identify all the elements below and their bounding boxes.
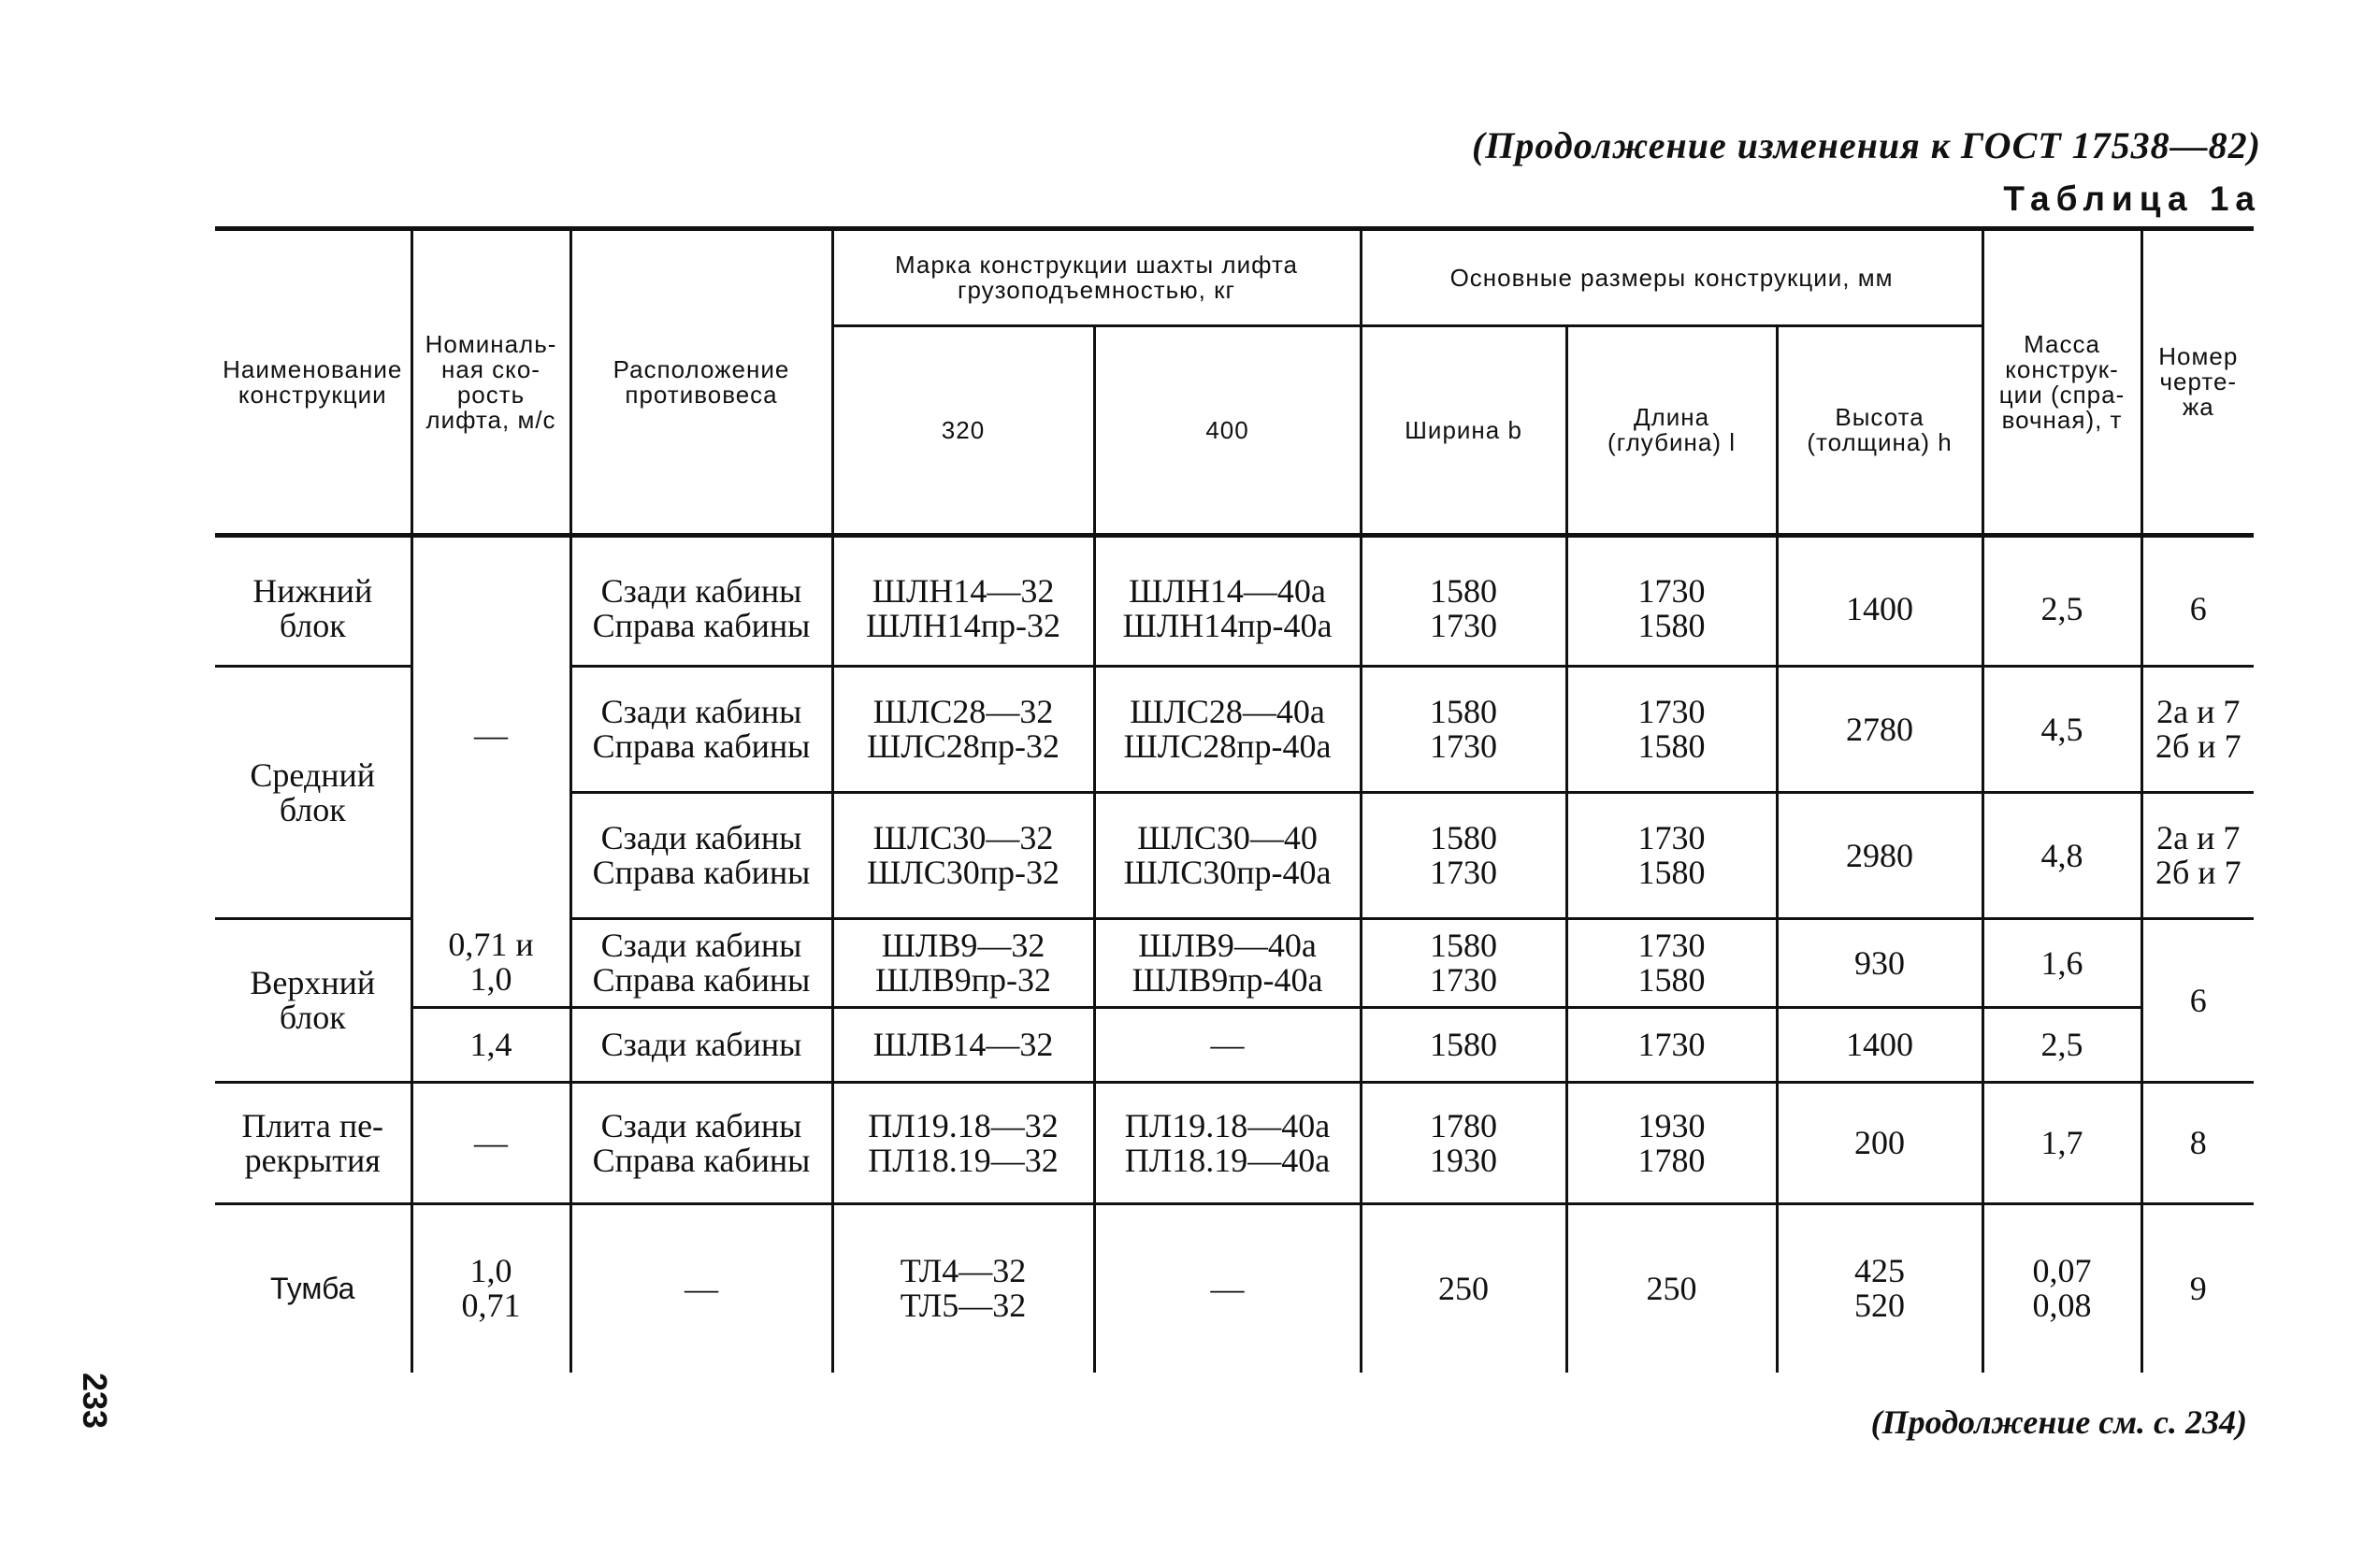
row-drawing: 8 (2141, 1083, 2254, 1204)
row-speed: — (411, 1083, 570, 1204)
row-height: 2780 (1777, 667, 1982, 793)
row-mass: 4,8 (1982, 793, 2141, 919)
col-header-width: Ширина b (1361, 326, 1566, 536)
row-width: 1580 1730 (1361, 919, 1566, 1008)
row-speed: — (411, 536, 570, 919)
row-length: 1930 1780 (1566, 1083, 1777, 1204)
row-height: 2980 (1777, 793, 1982, 919)
col-header-drawing: Номер черте-жа (2141, 229, 2254, 536)
row-height: 1400 (1777, 536, 1982, 667)
row-mark-320: ШЛС28—32 ШЛС28пр-32 (832, 667, 1094, 793)
col-header-name: Наименование конструкции (215, 229, 411, 536)
row-name: Тумба (215, 1204, 411, 1373)
row-location: — (570, 1204, 832, 1373)
row-name: Средний блок (215, 667, 411, 919)
row-mark-400: ПЛ19.18—40а ПЛ18.19—40а (1094, 1083, 1361, 1204)
row-mass: 1,7 (1982, 1083, 2141, 1204)
row-location: Сзади кабины Справа кабины (570, 667, 832, 793)
col-header-mark-320: 320 (832, 326, 1094, 536)
row-mark-320: ПЛ19.18—32 ПЛ18.19—32 (832, 1083, 1094, 1204)
row-width: 1580 1730 (1361, 536, 1566, 667)
row-location: Сзади кабины Справа кабины (570, 919, 832, 1008)
row-name: Плита пе-рекрытия (215, 1083, 411, 1204)
row-location: Сзади кабины Справа кабины (570, 536, 832, 667)
row-length: 1730 (1566, 1008, 1777, 1083)
col-header-dims-group: Основные размеры конструкции, мм (1361, 229, 1982, 326)
table-caption: Таблица 1а (2003, 180, 2261, 218)
row-width: 250 (1361, 1204, 1566, 1373)
col-header-mass: Масса конструк-ции (спра-вочная), т (1982, 229, 2141, 536)
row-speed: 0,71 и 1,0 (411, 919, 570, 1008)
row-mark-400: — (1094, 1204, 1361, 1373)
row-length: 1730 1580 (1566, 793, 1777, 919)
row-mass: 0,07 0,08 (1982, 1204, 2141, 1373)
row-mark-400: ШЛВ9—40а ШЛВ9пр-40а (1094, 919, 1361, 1008)
row-location: Сзади кабины Справа кабины (570, 793, 832, 919)
row-length: 250 (1566, 1204, 1777, 1373)
row-drawing: 6 (2141, 536, 2254, 667)
col-header-speed: Номиналь-ная ско-рость лифта, м/с (411, 229, 570, 536)
row-drawing: 2а и 7 2б и 7 (2141, 667, 2254, 793)
row-mark-400: ШЛС30—40 ШЛС30пр-40а (1094, 793, 1361, 919)
row-mark-320: ШЛВ9—32 ШЛВ9пр-32 (832, 919, 1094, 1008)
row-speed: 1,4 (411, 1008, 570, 1083)
col-header-length: Длина (глубина) l (1566, 326, 1777, 536)
row-mark-320: ШЛВ14—32 (832, 1008, 1094, 1083)
row-drawing: 2а и 7 2б и 7 (2141, 793, 2254, 919)
specification-table (215, 226, 2254, 1373)
row-mark-320: ШЛН14—32 ШЛН14пр-32 (832, 536, 1094, 667)
row-width: 1580 (1361, 1008, 1566, 1083)
continuation-footer: (Продолжение см. с. 234) (1870, 1403, 2247, 1441)
row-mark-320: ТЛ4—32 ТЛ5—32 (832, 1204, 1094, 1373)
row-name: Верхний блок (215, 919, 411, 1083)
row-length: 1730 1580 (1566, 536, 1777, 667)
row-drawing: 6 (2141, 919, 2254, 1083)
row-mass: 1,6 (1982, 919, 2141, 1008)
row-mark-400: ШЛН14—40а ШЛН14пр-40а (1094, 536, 1361, 667)
page-number: 233 (76, 1373, 114, 1430)
row-drawing: 9 (2141, 1204, 2254, 1373)
row-mark-400: ШЛС28—40а ШЛС28пр-40а (1094, 667, 1361, 793)
col-header-mark-400: 400 (1094, 326, 1361, 536)
row-length: 1730 1580 (1566, 919, 1777, 1008)
row-width: 1580 1730 (1361, 667, 1566, 793)
row-mass: 2,5 (1982, 1008, 2141, 1083)
col-header-counterweight: Расположение противовеса (570, 229, 832, 536)
row-location: Сзади кабины (570, 1008, 832, 1083)
row-width: 1580 1730 (1361, 793, 1566, 919)
row-width: 1780 1930 (1361, 1083, 1566, 1204)
row-location: Сзади кабины Справа кабины (570, 1083, 832, 1204)
row-height: 200 (1777, 1083, 1982, 1204)
row-height: 1400 (1777, 1008, 1982, 1083)
row-name: Нижний блок (215, 536, 411, 667)
continuation-header: (Продолжение изменения к ГОСТ 17538—82) (1471, 124, 2261, 166)
row-speed: 1,0 0,71 (411, 1204, 570, 1373)
row-mass: 2,5 (1982, 536, 2141, 667)
row-mark-320: ШЛС30—32 ШЛС30пр-32 (832, 793, 1094, 919)
col-header-mark-group: Марка конструкции шахты лифта грузоподъемностью, кг (832, 229, 1361, 326)
row-mass: 4,5 (1982, 667, 2141, 793)
row-length: 1730 1580 (1566, 667, 1777, 793)
row-mark-400: — (1094, 1008, 1361, 1083)
row-height: 930 (1777, 919, 1982, 1008)
row-height: 425 520 (1777, 1204, 1982, 1373)
col-header-height: Высота (толщина) h (1777, 326, 1982, 536)
